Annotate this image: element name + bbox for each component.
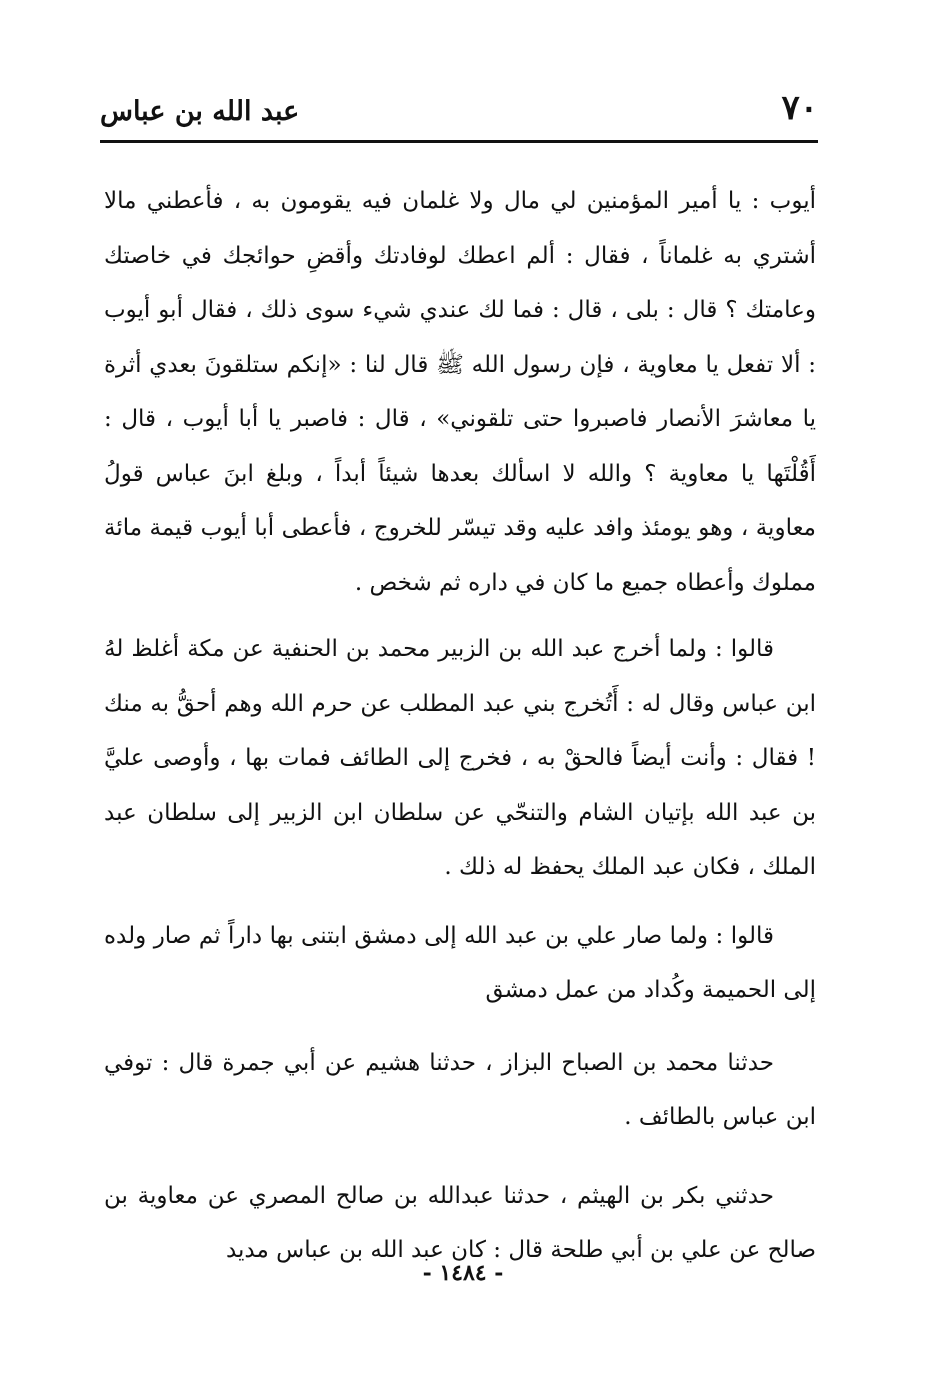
body-text (104, 174, 816, 1278)
paragraph-3: قالوا : ولما صار علي بن عبد الله إلى دمشق ابتنى بها داراً ثم صار ولده إلى الحميمة وكُداد من عمل دمشق (104, 922, 816, 1003)
paragraph-4: حدثنا محمد بن الصباح البزاز ، حدثنا هشيم عن أبي جمرة قال : توفي ابن عباس بالطائف . (104, 1049, 816, 1130)
footer-page-number: - ١٤٨٤ - (422, 1260, 504, 1286)
paragraph-5: حدثني بكر بن الهيثم ، حدثنا عبدالله بن صالح المصري عن معاوية بن صالح عن علي بن أبي طلحة قال : كان عبد الله بن عباس مديد (104, 1182, 816, 1263)
paragraph-2: قالوا : ولما أخرج عبد الله بن الزبير محمد بن الحنفية عن مكة أغلظ لهُ ابن عباس وقال له : أَتُخرج بني عبد المطلب عن حرم الله وهم أحقُّ به منك ! فقال : وأنت أيضاً فالحقْ به ، فخرج إلى الطائف فمات بها ، وأوصى عليَّ بن عبد الله بإتيان الشام والتنحّي عن سلطان ابن الزبير إلى سلطان عبد الملك ، فكان عبد الملك يحفظ له ذلك . (104, 636, 816, 880)
page-number: ٧٠ (781, 88, 818, 128)
paragraph-1: أيوب : يا أمير المؤمنين لي مال ولا غلمان فيه يقومون به ، فأعطني مالا أشتري به غلماناً ، فقال : ألم اعطك لوفادتك وأقضِ حوائجك في خاصتك وعامتك ؟ قال : بلى ، قال : فما لك عندي شيء سوى ذلك ، فقال أبو أيوب : ألا تفعل يا معاوية ، فإن رسول الله ﷺ قال لنا : «إنكم ستلقونَ بعدي أثرة يا معاشرَ الأنصار فاصبروا حتى تلقوني» ، قال : فاصبر يا أبا أيوب ، قال : أَقُلْتَها يا معاوية ؟ والله لا اسألك بعدها شيئاً أبداً ، وبلغ ابنَ عباس قولُ معاوية ، وهو يومئذ وافد عليه وقد تيسّر للخروج ، فأعطى أبا أيوب قيمة مائة مملوك وأعطاه جميع ما كان في داره ثم شخص . (104, 188, 816, 596)
header-rule (100, 140, 818, 143)
running-title: عبد الله بن عباس (100, 96, 300, 127)
page-header (100, 88, 818, 144)
